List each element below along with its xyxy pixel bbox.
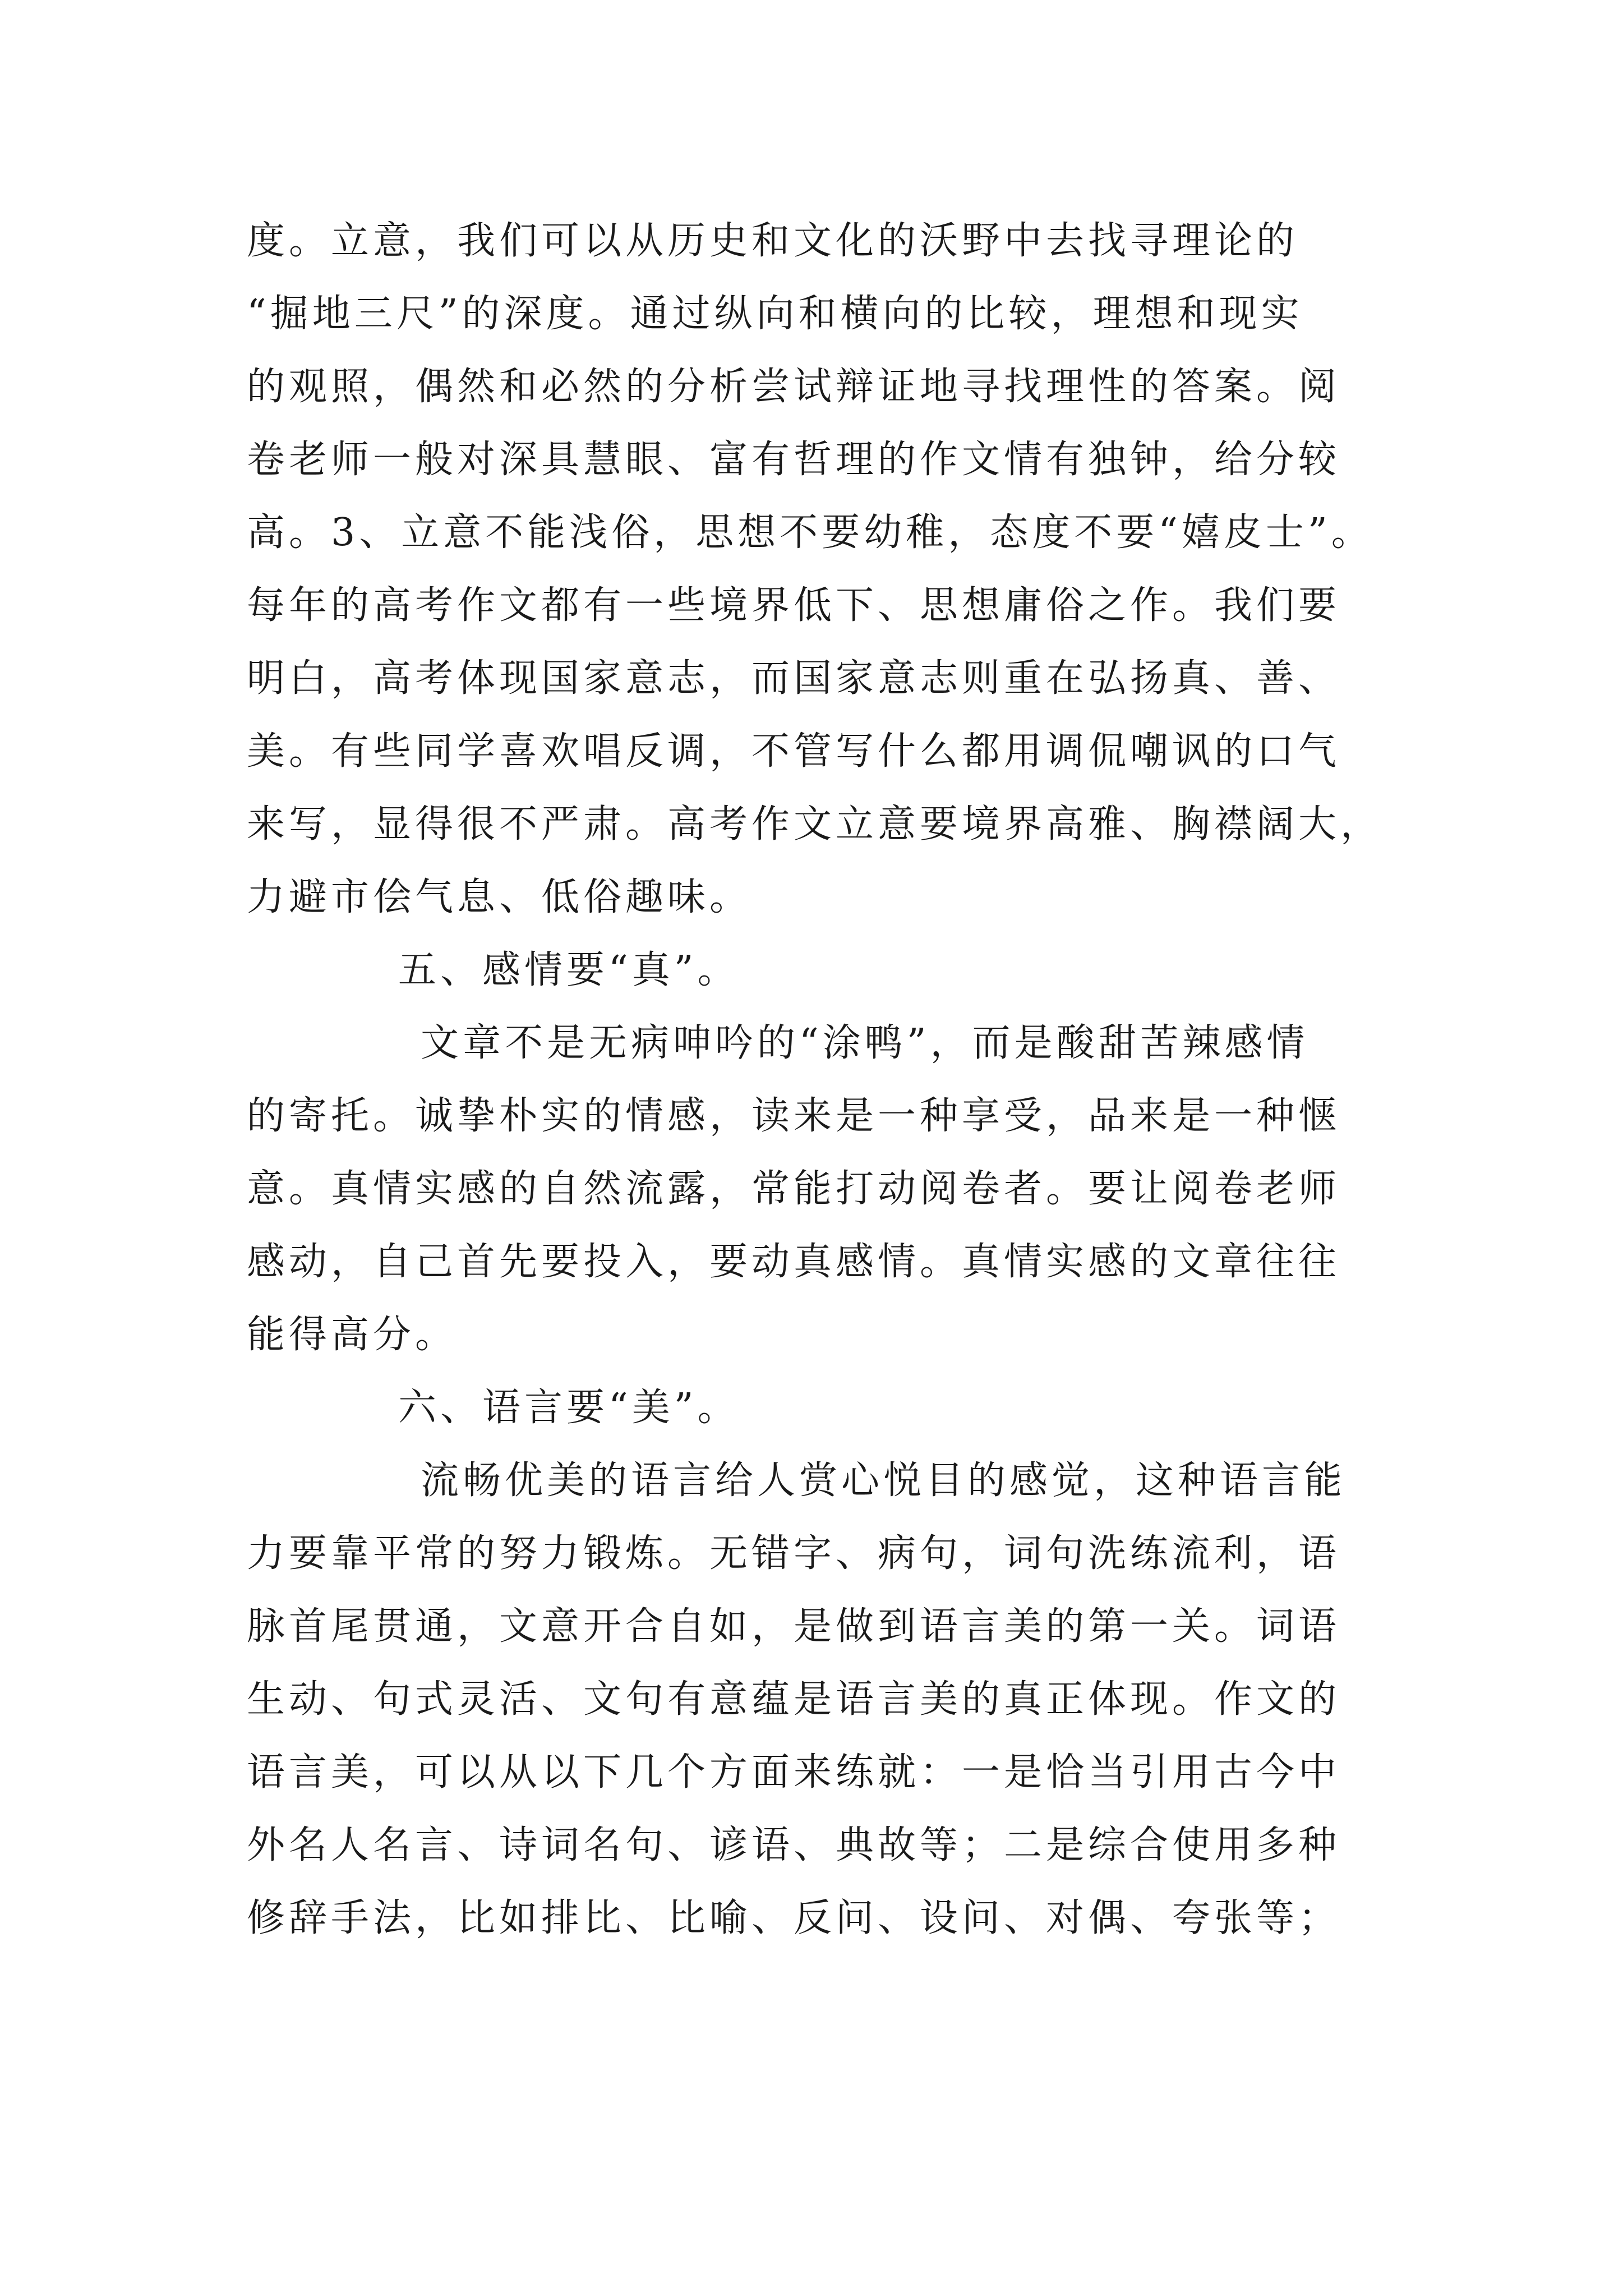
text-line: 修辞手法，比如排比、比喻、反问、设问、对偶、夸张等； bbox=[247, 1896, 1341, 1940]
text-line: “掘地三尺”的深度。通过纵向和横向的比较，理想和现实 bbox=[247, 292, 1303, 336]
text-line: 力要靠平常的努力锻炼。无错字、病句，词句洗练流利，语 bbox=[247, 1531, 1341, 1576]
paragraph-first-line: 文章不是无病呻吟的“涂鸭”，而是酸甜苦辣感情 bbox=[421, 1021, 1309, 1065]
text-line: 语言美，可以从以下几个方面来练就：一是恰当引用古今中 bbox=[247, 1750, 1341, 1795]
text-line: 明白，高考体现国家意志，而国家意志则重在弘扬真、善、 bbox=[247, 656, 1341, 701]
text-line: 外名人名言、诗词名句、谚语、典故等；二是综合使用多种 bbox=[247, 1823, 1341, 1867]
text-line: 美。有些同学喜欢唱反调，不管写什么都用调侃嘲讽的口气 bbox=[247, 729, 1341, 774]
paragraph-first-line: 流畅优美的语言给人赏心悦目的感觉，这种语言能 bbox=[421, 1458, 1347, 1503]
text-line: 的寄托。诚挚朴实的情感，读来是一种享受，品来是一种惬 bbox=[247, 1094, 1341, 1138]
text-line: 每年的高考作文都有一些境界低下、思想庸俗之作。我们要 bbox=[247, 583, 1341, 628]
text-line: 能得高分。 bbox=[247, 1313, 458, 1357]
text-line: 的观照，偶然和必然的分析尝试辩证地寻找理性的答案。阅 bbox=[247, 365, 1341, 409]
section-heading-language: 六、语言要“美”。 bbox=[398, 1386, 740, 1430]
text-line: 感动，自己首先要投入，要动真感情。真情实感的文章往往 bbox=[247, 1240, 1341, 1284]
text-line: 力避市侩气息、低俗趣味。 bbox=[247, 875, 752, 919]
text-line: 高。3、立意不能浅俗，思想不要幼稚，态度不要“嬉皮士”。 bbox=[247, 510, 1373, 555]
text-line: 生动、句式灵活、文句有意蕴是语言美的真正体现。作文的 bbox=[247, 1677, 1341, 1722]
text-line: 卷老师一般对深具慧眼、富有哲理的作文情有独钟，给分较 bbox=[247, 438, 1341, 482]
text-line: 来写，显得很不严肃。高考作文立意要境界高雅、胸襟阔大， bbox=[247, 802, 1383, 846]
text-line: 脉首尾贯通，文意开合自如，是做到语言美的第一关。词语 bbox=[247, 1604, 1341, 1649]
text-line: 意。真情实感的自然流露，常能打动阅卷者。要让阅卷老师 bbox=[247, 1167, 1341, 1211]
text-line: 度。立意，我们可以从历史和文化的沃野中去找寻理论的 bbox=[247, 219, 1299, 263]
section-heading-emotion: 五、感情要“真”。 bbox=[398, 948, 740, 992]
